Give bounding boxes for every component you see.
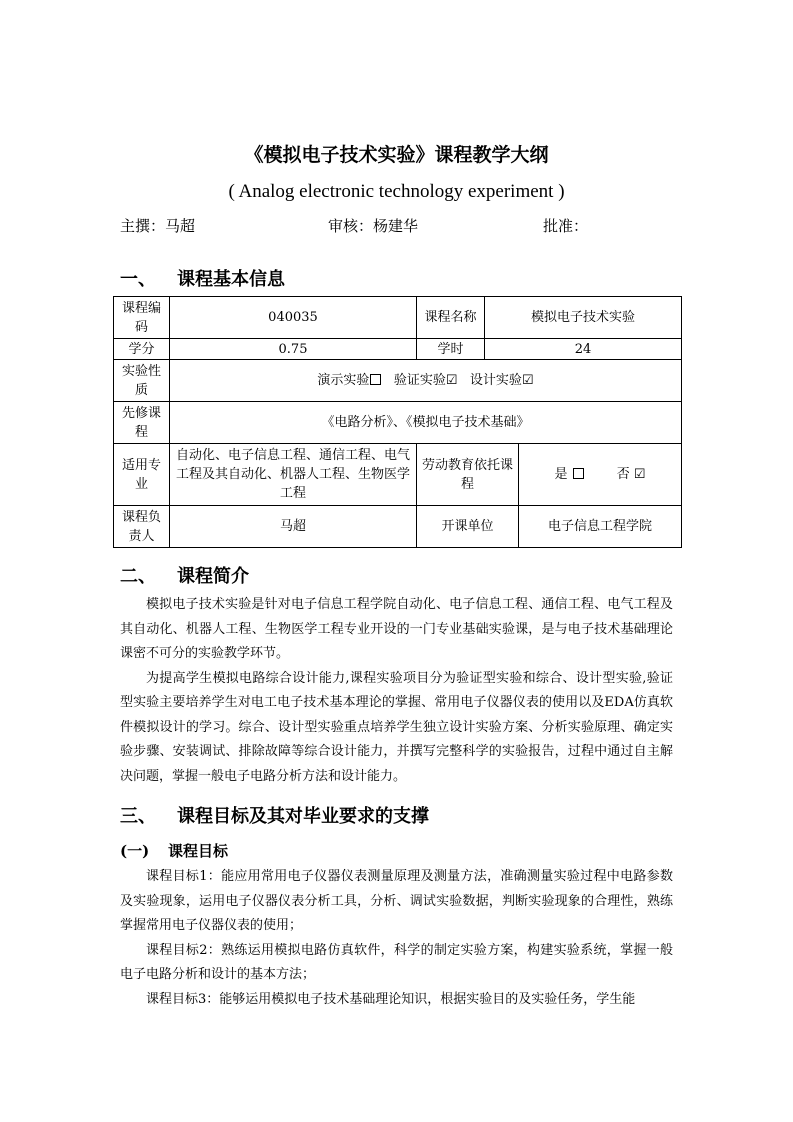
design-experiment-option: 设计实验 xyxy=(469,373,522,388)
credit-value: 0.75 xyxy=(170,339,417,360)
major-label: 适用专业 xyxy=(114,444,170,506)
demo-experiment-option: 演示实验 xyxy=(317,373,370,388)
table-row xyxy=(114,297,682,339)
section-number: 二、 xyxy=(120,566,156,587)
no-option: 否 xyxy=(616,467,630,482)
document-subtitle: ( Analog electronic technology experiment ) xyxy=(228,181,565,202)
credit-label: 学分 xyxy=(114,339,170,360)
nature-options xyxy=(170,360,682,402)
intro-paragraph-1: 模拟电子技术实验是针对电子信息工程学院自动化、电子信息工程、通信工程、电气工程及其自动化、机器人工程、生物医学工程专业开设的一门专业基础实验课，是与电子技术基础理论课密不可分的实验教学环节。 xyxy=(120,597,673,661)
course-code-value: 040035 xyxy=(170,297,417,339)
checked-box-icon: ☑ xyxy=(633,467,646,482)
subsection-number: (一) xyxy=(120,842,150,860)
major-value: 自动化、电子信息工程、通信工程、电气工程及其自动化、机器人工程、生物医学工程 xyxy=(170,444,417,506)
nature-label: 实验性质 xyxy=(114,360,170,402)
hours-label: 学时 xyxy=(417,339,485,360)
section-title: 课程基本信息 xyxy=(177,269,285,290)
course-intro-text xyxy=(120,593,673,789)
goal-3-paragraph: 课程目标3：能够运用模拟电子技术基础理论知识，根据实验目的及实验任务，学生能 xyxy=(146,991,636,1007)
table-row xyxy=(114,339,682,360)
section-2-heading xyxy=(120,562,249,588)
course-code-label: 课程编码 xyxy=(114,297,170,339)
goal-2-paragraph: 课程目标2：熟练运用模拟电路仿真软件，科学的制定实验方案，构建实验系统，掌握一般电子电路分析和设计的基本方法； xyxy=(120,942,673,982)
approver-line: 批准： xyxy=(543,217,589,235)
yes-option: 是 xyxy=(554,467,568,482)
course-info-table xyxy=(113,296,682,548)
section-1-heading xyxy=(120,265,285,291)
unchecked-box-icon xyxy=(573,468,584,479)
verify-experiment-option: 验证实验 xyxy=(393,373,446,388)
course-owner-value: 马超 xyxy=(170,506,417,548)
section-title: 课程简介 xyxy=(177,566,249,587)
unchecked-box-icon xyxy=(370,374,381,385)
table-row xyxy=(114,506,682,548)
subsection-1-heading xyxy=(120,840,228,861)
course-owner-label: 课程负责人 xyxy=(114,506,170,548)
course-goals-text xyxy=(120,865,673,1012)
subsection-title: 课程目标 xyxy=(168,842,229,860)
table-row xyxy=(114,402,682,444)
checked-box-icon: ☑ xyxy=(445,373,458,388)
course-name-label: 课程名称 xyxy=(417,297,485,339)
checked-box-icon: ☑ xyxy=(521,373,534,388)
table-row xyxy=(114,360,682,402)
prerequisite-label: 先修课程 xyxy=(114,402,170,444)
document-title: 《模拟电子技术实验》课程教学大纲 xyxy=(244,144,549,166)
course-name-value: 模拟电子技术实验 xyxy=(485,297,682,339)
hours-value: 24 xyxy=(485,339,682,360)
reviewer-line: 审核：杨建华 xyxy=(328,217,419,235)
department-value: 电子信息工程学院 xyxy=(519,506,682,548)
section-3-heading xyxy=(120,802,429,828)
table-row xyxy=(114,444,682,506)
labor-education-label: 劳动教育依托课程 xyxy=(417,444,519,506)
section-number: 三、 xyxy=(120,806,156,827)
author-line: 主撰：马超 xyxy=(120,217,196,235)
prerequisite-value: 《电路分析》、《模拟电子技术基础》 xyxy=(170,402,682,444)
section-title: 课程目标及其对毕业要求的支撑 xyxy=(177,806,429,827)
department-label: 开课单位 xyxy=(417,506,519,548)
section-number: 一、 xyxy=(120,269,156,290)
goal-1-paragraph: 课程目标1：能应用常用电子仪器仪表测量原理及测量方法，准确测量实验过程中电路参数及实验现象，运用电子仪器仪表分析工具，分析、调试实验数据，判断实验现象的合理性，熟练掌握常用电子仪器仪表的使用； xyxy=(120,869,673,933)
intro-paragraph-2: 为提高学生模拟电路综合设计能力,课程实验项目分为验证型实验和综合、设计型实验,验证型实验主要培养学生对电工电子技术基本理论的掌握、常用电子仪器仪表的使用以及EDA仿真软件模拟设计的学习。综合、设计型实验重点培养学生独立设计实验方案、分析实验原理、确定实验步骤、安装调试、排除故障等综合设计能力，并撰写完整科学的实验报告，过程中通过自主解决问题，掌握一般电子电路分析方法和设计能力。 xyxy=(120,670,673,784)
labor-education-value xyxy=(519,444,682,506)
